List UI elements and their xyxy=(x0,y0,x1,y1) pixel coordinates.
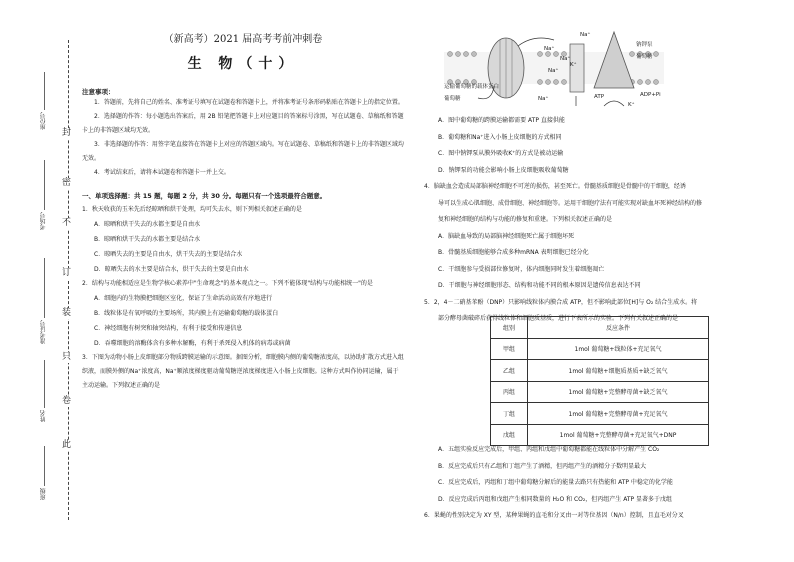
table-row xyxy=(491,403,709,425)
section-heading: 一、单项选择题：共 15 题，每题 2 分，共 30 分。每题只有一个选项最符合题意。 xyxy=(82,192,327,200)
diagram-label: 葡萄糖 xyxy=(636,54,653,60)
name-line xyxy=(44,360,45,408)
membrane-transport-diagram xyxy=(444,26,664,114)
table-cell: 甲组 xyxy=(491,338,528,360)
question-option: B．葡萄糖和Na⁺进入小肠上皮细胞的方式相同 xyxy=(438,133,562,141)
question-stem-line: 6．果蝇的性别决定为 XY 型，某种果蝇的直毛和分叉由一对等位基因（N/n）控制，且直毛对分叉 xyxy=(424,512,684,519)
question-option: C．神经细胞有树突和轴突结构，有利于接受和传递信息 xyxy=(94,325,243,332)
seal-char: 此 xyxy=(62,440,72,450)
table-cell: 丁组 xyxy=(491,403,528,425)
table-cell: 乙组 xyxy=(491,360,528,382)
seat-number-label: 座位号 xyxy=(40,112,47,130)
seat-number-line xyxy=(44,72,45,110)
table-cell: 1mol 葡萄糖+完整酵母菌+充足氧气 xyxy=(528,403,709,425)
table-cell: 戊组 xyxy=(491,424,528,446)
diagram-label: K⁺ xyxy=(628,102,635,108)
table-row xyxy=(491,360,709,382)
question-option: D．吞噬细胞的溶酶体含有多种水解酶，有利于杀死侵入机体的病毒或病菌 xyxy=(94,340,291,347)
seal-char: 封 xyxy=(62,128,72,138)
note-item: 2．选择题的作答：每小题选出答案后，用 2B 铅笔把答题卡上对应题目的答案标号涂黑，写在试题卷、草稿纸和答题卡上的非答题区域均无效。 xyxy=(82,113,404,134)
exam-subtitle: （新高考）2021 届高考考前冲刺卷 xyxy=(163,34,323,45)
table-header-row xyxy=(491,317,709,339)
question-5-options xyxy=(424,442,784,525)
question-option: C．图中钠钾泵从膜外吸收K⁺的方式是被动运输 xyxy=(438,150,564,157)
note-item: 3．非选择题的作答：用签字笔直接答在答题卡上对应的答题区域内。写在试题卷、草稿纸和答题卡上的非答题区域均无效。 xyxy=(82,141,404,162)
admission-number-line xyxy=(44,258,45,318)
table-row xyxy=(491,338,709,360)
question-stem-line: 部分酵母菌破碎后获得线粒体和细胞质基质，进行下表所示的实验。下列有关叙述正确的是 xyxy=(438,315,679,322)
diagram-label: Na⁺ xyxy=(580,32,591,38)
question-option: D．晾晒失去的水主要是结合水，烘干失去的主要是自由水 xyxy=(94,266,249,273)
table-header-cell: 组别 xyxy=(491,317,528,339)
diagram-label: Na⁺ xyxy=(544,46,555,52)
seal-char: 密 xyxy=(62,178,72,188)
question-option: D．干细胞与神经细胞形态、结构和功能不同的根本原因是遗传信息表达不同 xyxy=(438,282,641,289)
question-stem: 3．下图为动物小肠上皮细胞部分物质跨膜运输的示意图。据图分析，细胞膜内侧的葡萄糖浓度高，以协助扩散方式进入组织液，而膜外侧的Na⁺浓度高，Na⁺顺浓度梯度驱动葡萄糖逆浓度梯度进入小肠上皮细胞。这种方式叫作协同运输，属于主动运输。下列叙述正确的是 xyxy=(82,354,404,389)
diagram-label: 钠钾泵 xyxy=(636,42,653,48)
seal-char: 只 xyxy=(62,352,72,362)
left-column xyxy=(82,30,404,393)
question-option: A．脑缺血导致的局部脑神经细胞死亡属于细胞坏死 xyxy=(438,232,575,240)
notes-heading: 注意事项： xyxy=(82,88,115,96)
seal-char: 装 xyxy=(62,308,72,318)
seal-char: 订 xyxy=(62,268,72,278)
diagram-label: ADP+Pi xyxy=(640,92,661,98)
table-cell: 1mol 葡萄糖+线粒体+充足氧气 xyxy=(528,338,709,360)
question-option: C．晾晒失去的主要是自由水，烘干失去的主要是结合水 xyxy=(94,251,243,258)
question-option: D．反应完成后丙组和戊组产生相同数量的 H₂O 和 CO₂，但丙组产生 ATP 显著多于戊组 xyxy=(438,495,673,503)
diagram-label: ATP xyxy=(594,94,605,100)
exam-title: 生 物（十） xyxy=(187,56,299,72)
table-cell: 丙组 xyxy=(491,381,528,403)
cotransporter-protein xyxy=(570,44,584,92)
diagram-label: Na⁺ xyxy=(538,96,549,102)
diagram-label: K⁺ xyxy=(570,62,577,68)
admission-number-label: 准考证号 xyxy=(40,320,47,344)
table-cell: 1mol 葡萄糖+完整酵母菌+充足氧气+DNP xyxy=(528,424,709,446)
question-option: C．干细胞参与受损部位修复时，体内细胞同时发生着细胞凋亡 xyxy=(438,265,605,273)
exam-room-line xyxy=(44,160,45,210)
diagram-label: 葡萄糖 xyxy=(444,96,461,102)
table-cell: 1mol 葡萄糖+完整酵母菌+缺乏氧气 xyxy=(528,381,709,403)
question-stem-line: 4．脑缺血会造成局部脑神经细胞不可逆的损伤，甚至死亡。骨髓基质细胞是骨髓中的干细胞，经诱 xyxy=(424,183,686,190)
seal-char: 不 xyxy=(62,218,72,228)
question-stem-line: 导可以生成心肌细胞、成骨细胞、神经细胞等。运用干细胞疗法有可能实现对缺血坏死神经结构的修 xyxy=(438,199,703,207)
name-label: 姓名 xyxy=(40,410,47,422)
question-stem: 2．结构与功能相适应是生物学核心素养中"生命观念"的基本观点之一。下列不能体现"结构与功能相统一"的是 xyxy=(82,280,373,287)
note-item: 4．考试结束后，请将本试题卷和答题卡一并上交。 xyxy=(94,169,230,176)
class-label: 班级 xyxy=(40,488,47,500)
seal-char: 卷 xyxy=(62,396,72,406)
note-item: 1．答题前，先将自己的姓名、准考证号填写在试题卷和答题卡上，并将准考证号条形码粘贴在答题卡上的指定位置。 xyxy=(94,99,404,106)
diagram-label: 运输葡萄糖的载体蛋白 xyxy=(444,84,500,90)
table-row xyxy=(491,381,709,403)
question-stem-line: 复和神经细胞的结构与功能的修复和重建。下列相关叙述正确的是 xyxy=(438,216,613,223)
question-3-options xyxy=(424,113,784,328)
question-option: A．晾晒和烘干失去的水都主要是自由水 xyxy=(94,221,201,228)
experiment-table xyxy=(490,316,709,446)
table-cell: 1mol 葡萄糖+细胞质基质+缺乏氧气 xyxy=(528,360,709,382)
question-stem: 1．秋天收获的玉米先后经晾晒和烘干处理，均可失去水，则下列相关叙述正确的是 xyxy=(82,206,302,213)
diagram-label: Na⁺ xyxy=(548,68,559,74)
question-option: A．细胞内的生物膜把细胞区室化，保证了生命活动高效有序地进行 xyxy=(94,295,273,302)
binding-margin xyxy=(0,0,84,562)
question-option: B．骨髓基质细胞能够合成多种mRNA 表明细胞已经分化 xyxy=(438,249,589,256)
exam-room-label: 考场号 xyxy=(40,212,47,230)
question-option: B．晾晒和烘干失去的水都主要是结合水 xyxy=(94,236,201,243)
question-option: C．反应完成后，丙组和丁组中葡萄糖分解后的能量去路只有热能和 ATP 中稳定的化学能 xyxy=(438,479,673,486)
question-stem-line: 5．2，4－二硝基苯酚（DNP）只影响线粒体内膜合成 ATP，但不影响此部位[H]与 O₂ 结合生成水。将 xyxy=(424,298,698,306)
question-option: B．反应完成后只有乙组和丁组产生了酒精，但丙组产生的酒精分子数明显最大 xyxy=(438,462,647,470)
question-option: B．线粒体是有氧呼吸的主要场所，其内膜上有运输葡萄糖的载体蛋白 xyxy=(94,310,279,317)
question-option: A．五组实验反应完成后，甲组、丙组和戊组中葡萄糖都能在线粒体中分解产生 CO₂ xyxy=(438,446,660,453)
question-option: A．图中葡萄糖的跨膜运输都需要 ATP 直接供能 xyxy=(438,117,565,124)
class-line xyxy=(44,446,45,486)
diagram-label: Na⁺ xyxy=(560,56,571,62)
question-option: D．钠钾泵的功能会影响小肠上皮细胞吸收葡萄糖 xyxy=(438,166,569,174)
table-header-cell: 反应条件 xyxy=(528,317,709,339)
